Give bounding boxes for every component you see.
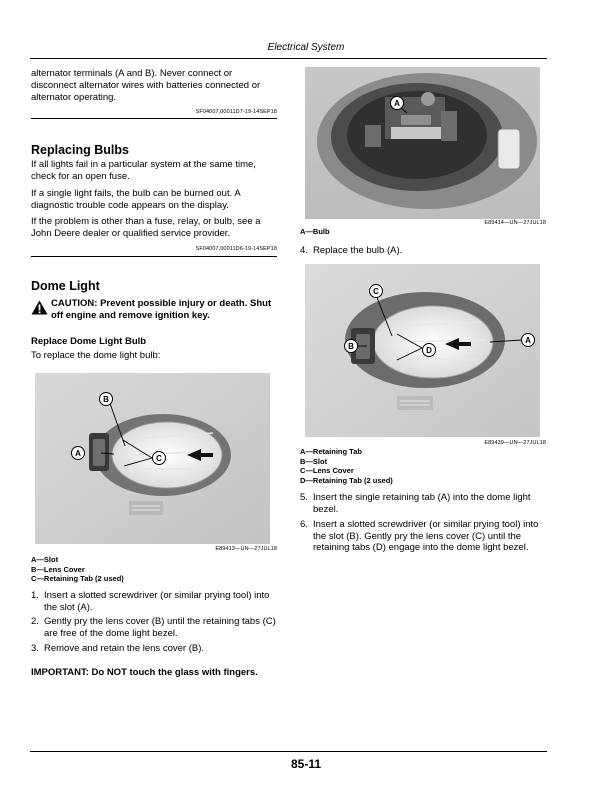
- figure-code: E89414—UN—27JUL18: [484, 220, 546, 226]
- legend-item: B—Lens Cover: [31, 564, 85, 574]
- callout-c: [370, 285, 383, 298]
- callout-a: [391, 97, 404, 110]
- divider: [31, 118, 277, 119]
- svg-text:C: C: [373, 287, 379, 296]
- svg-text:B: B: [348, 342, 354, 351]
- step-1: 1. Insert a slotted screwdriver (or similar prying tool) into the slot (A).: [31, 590, 270, 613]
- intro-text: alternator terminals (A and B). Never connect or disconnect alternator wires with batteries connected or alternator operating.: [31, 68, 261, 103]
- callout-c: [153, 452, 166, 465]
- divider: [31, 256, 277, 257]
- ref-code: SF04007,00011D6-19-14SEP18: [195, 246, 277, 252]
- replacing-bulbs-heading: Replacing Bulbs: [31, 143, 129, 157]
- legend-item: A—Slot: [31, 555, 59, 564]
- paragraph: If the problem is other than a fuse, relay, or bulb, see a John Deere dealer or qualified service provider.: [31, 216, 261, 239]
- legend-item: C—Retaining Tab (2 used): [31, 574, 124, 583]
- header-rule: [30, 58, 547, 59]
- dome-light-heading: Dome Light: [31, 279, 100, 293]
- figure-legend: [300, 447, 393, 485]
- bulb-photo: [305, 67, 540, 219]
- legend-item: A—Bulb: [300, 227, 330, 236]
- paragraph: To replace the dome light bulb:: [31, 350, 161, 361]
- svg-text:A: A: [75, 449, 81, 458]
- callout-d: [423, 344, 436, 357]
- paragraph: If all lights fail in a particular system at the same time, check for an open fuse.: [31, 159, 256, 182]
- figure-code: E89413—UN—27JUL18: [215, 546, 277, 552]
- section-title: Electrical System: [267, 42, 345, 53]
- step-4: 4. Replace the bulb (A).: [300, 245, 403, 256]
- callout-a: [72, 447, 85, 460]
- svg-text:D: D: [426, 346, 432, 355]
- svg-text:C: C: [156, 454, 162, 463]
- svg-text:A: A: [525, 336, 531, 345]
- callout-b: [345, 340, 358, 353]
- legend-item: C—Lens Cover: [300, 466, 354, 475]
- legend-item: A—Retaining Tab: [300, 447, 362, 456]
- important-note: IMPORTANT: Do NOT touch the glass with fingers.: [31, 667, 258, 678]
- dome-light-install-photo: [305, 264, 540, 437]
- dome-light-photo: [35, 373, 270, 544]
- step-3: 3. Remove and retain the lens cover (B).: [31, 643, 204, 654]
- page-number: 85-11: [290, 757, 322, 771]
- paragraph: If a single light fails, the bulb can be burned out. A diagnostic trouble code appears on the display.: [31, 188, 241, 211]
- ref-code: SF04007,00011D7-19-14SEP18: [195, 109, 277, 115]
- legend-item: D—Retaining Tab (2 used): [300, 475, 393, 485]
- footer-rule: [30, 751, 547, 752]
- warning-icon: [31, 300, 48, 315]
- step-2: 2. Gently pry the lens cover (B) until the retaining tabs (C) are free of the dome light bezel.: [31, 616, 276, 639]
- legend-item: B—Slot: [300, 456, 328, 466]
- caution-text: CAUTION: Prevent possible injury or death. Shut off engine and remove ignition key.: [51, 298, 272, 321]
- step-6: 6. Insert a slotted screwdriver (or similar prying tool) into the slot (B). Gently pry the lens cover (C) until the retaining tabs (D) engage into the dome light bezel.: [300, 519, 539, 553]
- step-5: 5. Insert the single retaining tab (A) into the dome light bezel.: [300, 492, 531, 515]
- figure-code: E89439—UN—27JUL18: [484, 440, 546, 446]
- figure-legend: [31, 555, 124, 584]
- callout-b: [100, 393, 113, 406]
- replace-dome-light-subheading: Replace Dome Light Bulb: [31, 336, 147, 347]
- svg-text:A: A: [394, 99, 400, 108]
- callout-a: [522, 334, 535, 347]
- svg-text:B: B: [103, 395, 109, 404]
